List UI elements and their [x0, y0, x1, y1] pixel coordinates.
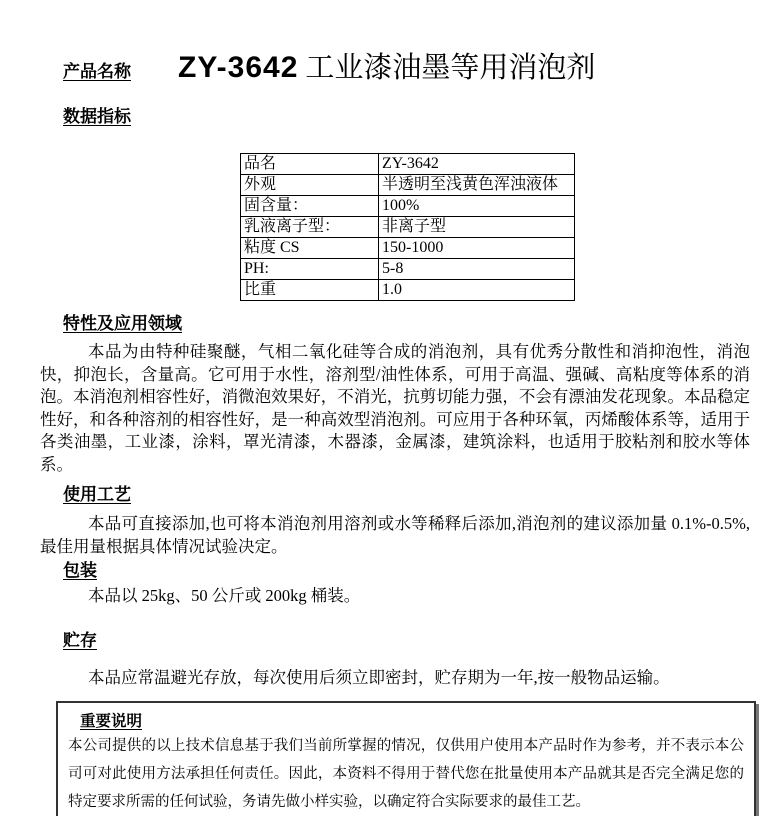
spec-value: 100% [379, 196, 575, 217]
spec-label: 外观 [241, 175, 379, 196]
section-heading-features: 特性及应用领域 [63, 314, 182, 333]
spec-label: 乳液离子型： [241, 217, 379, 238]
section-heading-data-spec: 数据指标 [63, 107, 131, 126]
spec-value: ZY-3642 [379, 154, 575, 175]
table-row [241, 280, 575, 301]
table-row [241, 217, 575, 238]
product-code: ZY-3642 [178, 51, 299, 84]
table-row [241, 238, 575, 259]
important-notice-box [56, 701, 756, 816]
features-paragraph: 本品为由特种硅聚醚，气相二氧化硅等合成的消泡剂，具有优秀分散性和消抑泡性，消泡快，抑泡长，含量高。它可用于水性，溶剂型/油性体系，可用于高温、强碱、高粘度等体系的消泡。本消泡剂相容性好，消微泡效果好，不消光，抗剪切能力强，不会有漂油发花现象。本品稳定性好，和各种溶剂的相容性好，是一种高效型消泡剂。可应用于各种环氧，丙烯酸体系等，适用于各类油墨，工业漆，涂料，罩光清漆，木器漆，金属漆，建筑涂料，也适用于胶粘剂和胶水等体系。 [40, 342, 750, 474]
section-heading-storage: 贮存 [63, 630, 97, 650]
table-row [241, 196, 575, 217]
page-title [178, 45, 595, 86]
section-heading-usage: 使用工艺 [63, 485, 131, 504]
spec-label: 固含量： [241, 196, 379, 217]
packaging-paragraph: 本品以 25kg、50 公斤或 200kg 桶装。 [88, 586, 361, 605]
table-row [241, 259, 575, 280]
table-row [241, 175, 575, 196]
section-heading-packaging: 包装 [63, 561, 97, 580]
storage-paragraph: 本品应常温避光存放，每次使用后须立即密封，贮存期为一年,按一般物品运输。 [88, 667, 670, 687]
spec-label: 比重 [241, 280, 379, 301]
spec-label: 品名 [241, 154, 379, 175]
product-name-label: 产品名称 [63, 62, 131, 81]
spec-value: 半透明至浅黄色浑浊液体 [379, 175, 575, 196]
spec-value: 5-8 [379, 259, 575, 280]
spec-label: 粘度 CS [241, 238, 379, 259]
notice-paragraph: 本公司提供的以上技术信息基于我们当前所掌握的情况，仅供用户使用本产品时作为参考，并不表示本公司可对此使用方法承担任何责任。因此，本资料不得用于替代您在批量使用本产品就其是否完全满足您的特定要求所需的任何试验，务请先做小样实验，以确定符合实际要求的最佳工艺。 [68, 738, 744, 810]
spec-table [240, 153, 575, 301]
product-title-row [63, 45, 750, 84]
product-title-text: 工业漆油墨等用消泡剂 [305, 52, 596, 84]
table-row [241, 154, 575, 175]
usage-paragraph: 本品可直接添加,也可将本消泡剂用溶剂或水等稀释后添加,消泡剂的建议添加量 0.1%-0.5%,最佳用量根据具体情况试验决定。 [40, 514, 750, 556]
spec-value: 1.0 [379, 280, 575, 301]
spec-label: PH: [241, 259, 379, 280]
spec-value: 150-1000 [379, 238, 575, 259]
spec-value: 非离子型 [379, 217, 575, 238]
notice-heading: 重要说明 [80, 713, 143, 730]
